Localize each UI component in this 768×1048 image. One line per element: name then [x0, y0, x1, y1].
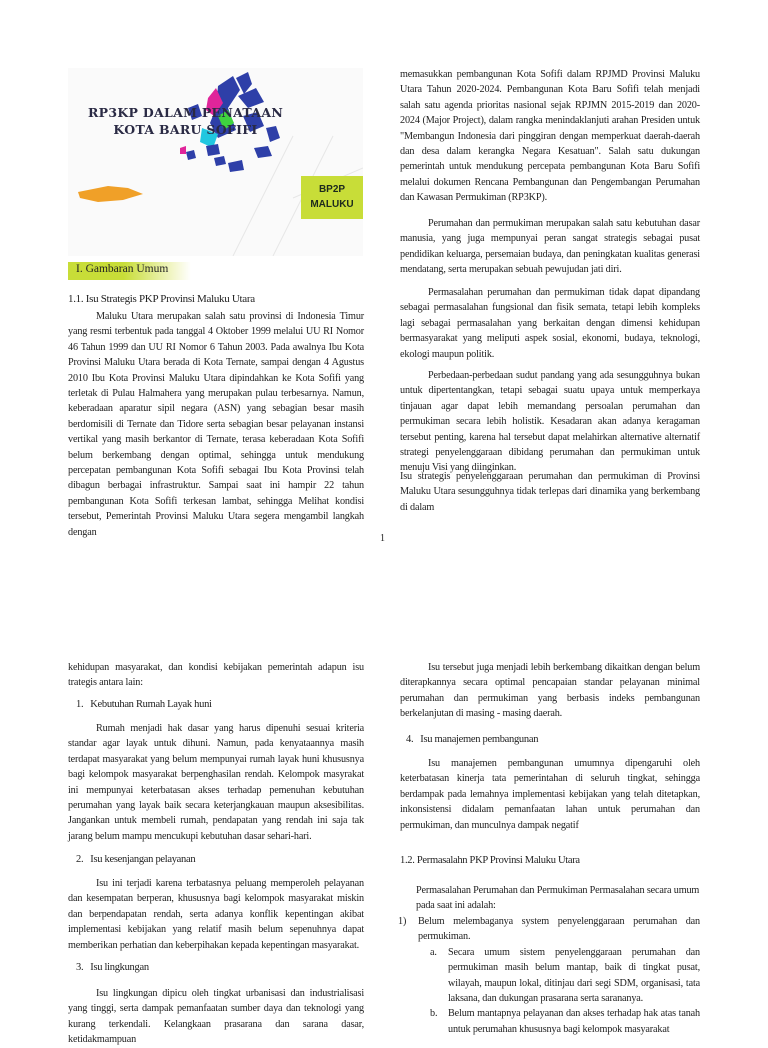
- sub-heading-1-1: 1.1. Isu Strategis PKP Provinsi Maluku Utara: [68, 293, 255, 305]
- item-1-number: 1.: [76, 699, 84, 710]
- list-item-b-letter: b.: [430, 1008, 438, 1020]
- right-paragraph-3: [400, 285, 700, 362]
- left-paragraph-text: Maluku Utara merupakan salah satu provinsi di Indonesia Timur yang resmi terbentuk pada tanggal 4 Oktober 1999 melalui UU RI Nomor 46 Tahun 1999 dan UU RI Nomor 6 Tahun 2003. Pada awalnya Ibu Kota Provinsi Maluku Utara berada di Kota Ternate, sampai dengan 4 Agustus 2010 Ibu Kota Provinsi Maluku Utara dipindahkan ke Kota Sofifi yang terletak di Pulau Halmahera yang merupakan pulau terbesarnya. Namun, keberadaan aparatur sipil negara (ASN) yang sebagian besar masih berdomisili di Ternate dan Tidore serta sebagian besar pelayanan instansi vertikal yang masih berkantor di Ternate, terasa keberadaan Kota Sofifi belum berkembang dengan optimal, sehingga untuk mendukung percepatan pembangunan Kota Sofifi sebagai Ibu Kota Provinsi telah dibagun berbagai infrastruktur. Sampai saat ini hampir 22 tahun pembangunan Kota Sofifi terkesan lambat, sehingga Melihat kondisi tersebut, Pemerintah Provinsi Maluku Utara segera mengambil langkah dengan: [68, 311, 364, 538]
- item-3-number: 3.: [76, 962, 84, 973]
- item-3-heading: [76, 962, 149, 973]
- list-item-b-text: Belum mantapnya pelayanan dan akses terhadap hak atas tanah untuk perumahan khususnya bagi kelompok masyarakat: [448, 1008, 700, 1035]
- item-3-paragraph: [68, 986, 364, 1048]
- item-1-paragraph: [68, 721, 364, 844]
- cover-title: RP3KP DALAM PENATAAN KOTA BARU SOFIFI: [87, 105, 284, 137]
- item-4-title: Isu manajemen pembangunan: [420, 734, 539, 745]
- item-2-title: Isu kesenjangan pelayanan: [90, 854, 196, 865]
- right-paragraph-5: [400, 469, 700, 515]
- right-paragraph-2-text: Perumahan dan permukiman merupakan salah satu kebutuhan dasar manusia, yang juga mempunyai peran sangat strategis sebagai pusat pendidikan keluarga, persemaian budaya, dan peningkatan kualitas generasi mendatang, serta merupakan sebuah pewujudan jati diri.: [400, 218, 700, 276]
- item-4-number: 4.: [406, 734, 414, 745]
- right-intro-text: Isu tersebut juga menjadi lebih berkembang dikaitkan dengan belum diterapkannya secara optimal pencapaian standar pelayanan minimal perumahan dan permukiman yang berbasis indeks pembangunan berkelanjutan di masing - masing daerah.: [400, 662, 700, 720]
- item-2-heading: [76, 854, 195, 865]
- item-2-number: 2.: [76, 854, 84, 865]
- right-paragraph-4-text: Perbedaan-perbedaan sudut pandang yang ada sesungguhnya bukan untuk dipertentangkan, tetapi sebagai suatu upaya untuk memperkaya tinjauan agar dapat lebih memandang persoalan perumahan dan permukiman secara lebih holistik. Kesadaran akan adanya keragaman tersebut penting, karena hal tersebut dapat melahirkan alternative alternatif strategi penyelenggaraan dibidang perumahan dan permukiman untuk menuju Visi yang diinginkan.: [400, 370, 700, 474]
- left-paragraph: [68, 309, 364, 540]
- item-3-title: Isu lingkungan: [90, 962, 149, 973]
- right-paragraph-4: [400, 368, 700, 476]
- page-number: 1: [380, 533, 385, 544]
- item-4-text: Isu manajemen pembangunan umumnya dipengaruhi oleh keterbatasan kinerja tata pemerintahan di seluruh tingkat, sehingga berdampak pada lemahnya implementasi kebijakan yang telah ditetapkan, inkonsistensi didalam pemanfaatan lahan untuk perumahan dan permukiman, dan munculnya dampak negatif: [400, 758, 700, 831]
- bp2p-badge: [301, 176, 363, 219]
- list-item-1-text: Belum melembaganya system penyelenggaraan perumahan dan permukiman.: [418, 916, 700, 943]
- list-item-1: [398, 914, 700, 945]
- section-heading: I. Gambaran Umum: [76, 263, 169, 275]
- problem-list: [398, 914, 700, 1037]
- list-item-a-text: Secara umum sistem penyelenggaraan perumahan dan permukiman masih belum mantap, baik di tingkat pusat, wilayah, maupun lokal, ditinjau dari segi SDM, organisasi, tata laksana, dan dukungan prasarana serta sarananya.: [448, 946, 700, 1005]
- list-item-b: [430, 1006, 700, 1037]
- perm-intro: Permasalahan Perumahan dan Permukiman Permasalahan secara umum pada saat ini adalah:: [416, 885, 700, 912]
- section-heading-bar: [68, 262, 191, 280]
- document-page-2: [0, 650, 768, 1046]
- right-intro-paragraph: [400, 660, 700, 722]
- list-item-a-letter: a.: [430, 946, 437, 958]
- right-paragraph-1-text: memasukkan pembangunan Kota Sofifi dalam RPJMD Provinsi Maluku Utara Tahun 2020-2024. Pembangunan Kota Baru Sofifi telah menjadi salah satu agenda prioritas nasional sejak RPJMN 2015-2019 dan 2020-2024 (Major Project), dalam rangka menindaklanjuti arahan Presiden untuk "Membangun Indonesia dari pinggiran dengan memperkuat daerah-daerah dan desa dalam kerangka Negara Kesatuan". Salah satu dukungan pemerintah untuk mendukung percepata pembangunan Kota Baru Sofifi melalui dokumen Rencana Pembangunan dan Pengembangan Perumahan dan Kawasan Permukiman (RP3KP).: [400, 69, 700, 204]
- island-small-2: [206, 144, 220, 156]
- list-item-1-number: 1): [398, 916, 407, 927]
- cover-banner: [68, 68, 363, 256]
- right-paragraph-2: [400, 216, 700, 278]
- right-paragraph-5-text: Isu strategis penyelenggaraan perumahan dan permukiman di Provinsi Maluku Utara sesungguhnya tidak terlepas dari dinamika yang berkembang di dalam: [400, 471, 700, 513]
- item-1-text: Rumah menjadi hak dasar yang harus dipenuhi sesuai kriteria standar agar layak untuk dihuni. Namun, pada kenyataannya masih terdapat masyarakat yang belum mempunyai rumah layak huni khususnya bagi kelompok masyarakat berpenghasilan rendah. Kelompok masyrakat ini mempunyai keterbatasan akses terhadap pemenuhan kebutuhan perumahan yang layak baik secara keterjangkauan maupun aksesibilitas. Jangankan untuk membeli rumah, pendapatan yang rendah ini saja tak jarang belum mampu mencukupi kebutuhan dasar sehari-hari.: [68, 723, 364, 842]
- item-4-paragraph: [400, 756, 700, 833]
- item-2-text: Isu ini terjadi karena terbatasnya peluang memperoleh pelayanan dan kesempatan berperan, khususnya bagi kelompok masyarakat miskin dan berpendapatan rendah, serta adanya konflik kepentingan akibat implementasi kebijakan yang relatif masih belum sepenuhnya dapat memberikan perhatian dan keberpihakan kepada kepentingan masyarakat.: [68, 878, 364, 951]
- right-paragraph-3-text: Permasalahan perumahan dan permukiman tidak dapat dipandang sebagai permasalahan fungsional dan fisik semata, tetapi lebih kompleks lagi sebagai permasalahan yang berkaitan dengan dimensi kehidupan bermasyarakat yang meliputi aspek sosial, ekonomi, budaya, teknologi, ekologi maupun politik.: [400, 287, 700, 360]
- badge-line-1: BP2P: [318, 184, 346, 195]
- page-gap: [0, 560, 768, 650]
- item-4-heading: [406, 734, 538, 745]
- badge-line-2: MALUKU: [310, 199, 354, 210]
- maluku-map-illustration: [68, 68, 363, 256]
- item-3-text: Isu lingkungan dipicu oleh tingkat urbanisasi dan industrialisasi yang tinggi, serta dampak pemanfaatan sumber daya dan teknologi yang kurang terkendali. Kelangkaan prasarana dan sarana dasar, ketidakmampuan: [68, 988, 364, 1046]
- list-item-a: [430, 945, 700, 1007]
- item-1-title: Kebutuhan Rumah Layak huni: [90, 699, 212, 710]
- item-2-paragraph: [68, 876, 364, 953]
- p2-intro: kehidupan masyarakat, dan kondisi kebijakan pemerintah adapun isu trategis antara lain:: [68, 662, 364, 689]
- sub-heading-1-2: 1.2. Permasalahn PKP Provinsi Maluku Utara: [400, 855, 580, 866]
- right-paragraph-1: [400, 67, 700, 206]
- item-1-heading: [76, 699, 212, 710]
